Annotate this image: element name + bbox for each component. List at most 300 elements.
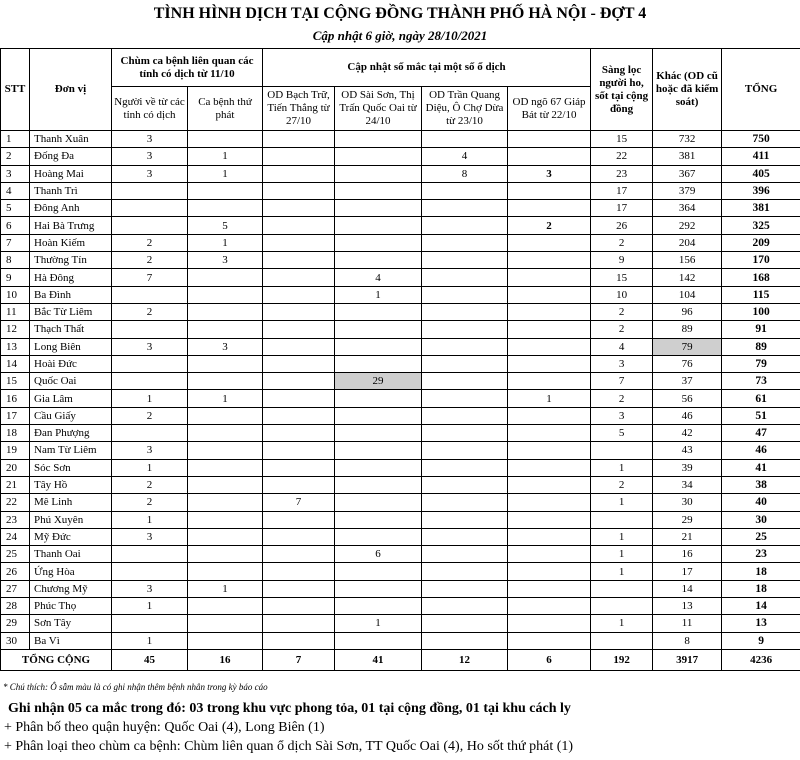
cell-c4: [335, 632, 422, 649]
cell-c1: [112, 373, 188, 390]
cell-c3: [263, 476, 335, 493]
cell-c5: [422, 598, 508, 615]
cell-c3: [263, 407, 335, 424]
cell-c1: 1: [112, 598, 188, 615]
cell-c7: 1: [591, 546, 653, 563]
cell-total: 51: [722, 407, 800, 424]
totals-c7: 192: [591, 649, 653, 670]
classification-line: + Phân loại theo chùm ca bệnh: Chùm liên quan ổ dịch Sài Sơn, TT Quốc Oai (4), Ho sốt thứ phát (1): [4, 739, 574, 754]
cell-c6: [508, 528, 591, 545]
cell-c6: 1: [508, 390, 591, 407]
table-row: [1, 632, 800, 649]
cell-c5: [422, 442, 508, 459]
cell-c2: [188, 632, 263, 649]
cell-total: 13: [722, 615, 800, 632]
cell-unit: Mỹ Đức: [30, 528, 112, 545]
cell-c1: 2: [112, 476, 188, 493]
cell-stt: 9: [1, 269, 30, 286]
cell-c3: [263, 200, 335, 217]
cell-c5: [422, 511, 508, 528]
cell-c5: [422, 615, 508, 632]
cell-total: 9: [722, 632, 800, 649]
cell-c1: 1: [112, 459, 188, 476]
cell-c8: 104: [653, 286, 722, 303]
cell-total: 115: [722, 286, 800, 303]
cell-c4: [335, 425, 422, 442]
cell-c8: 43: [653, 442, 722, 459]
cell-c1: 3: [112, 148, 188, 165]
cell-c4: [335, 494, 422, 511]
cell-c7: 7: [591, 373, 653, 390]
cell-c3: [263, 148, 335, 165]
cell-unit: Phúc Thọ: [30, 598, 112, 615]
cell-stt: 10: [1, 286, 30, 303]
cell-unit: Hoài Đức: [30, 355, 112, 372]
cell-c6: [508, 459, 591, 476]
cell-unit: Quốc Oai: [30, 373, 112, 390]
cell-c6: [508, 615, 591, 632]
cell-c8: 29: [653, 511, 722, 528]
cell-c7: [591, 632, 653, 649]
cell-c5: [422, 131, 508, 148]
cell-c6: [508, 494, 591, 511]
cell-c7: 23: [591, 165, 653, 182]
cell-c2: [188, 528, 263, 545]
cell-c1: 2: [112, 494, 188, 511]
cell-c5: [422, 338, 508, 355]
cell-c5: [422, 563, 508, 580]
table-row: [1, 303, 800, 320]
cell-total: 750: [722, 131, 800, 148]
cell-c7: 2: [591, 234, 653, 251]
cell-c7: 1: [591, 494, 653, 511]
cell-stt: 30: [1, 632, 30, 649]
cell-c6: [508, 303, 591, 320]
cell-c2: [188, 200, 263, 217]
cell-c5: [422, 407, 508, 424]
cell-c3: [263, 373, 335, 390]
totals-c2: 16: [188, 649, 263, 670]
cell-c5: [422, 494, 508, 511]
cell-c4: 6: [335, 546, 422, 563]
cell-c1: 3: [112, 338, 188, 355]
cell-c2: 1: [188, 390, 263, 407]
cell-stt: 12: [1, 321, 30, 338]
cell-c6: [508, 269, 591, 286]
header-group-outbreaks: Cập nhật số mắc tại một số ổ dịch: [263, 49, 591, 87]
cell-unit: Ba Đình: [30, 286, 112, 303]
cell-c6: [508, 355, 591, 372]
cell-c6: [508, 286, 591, 303]
cell-c7: 3: [591, 407, 653, 424]
cell-stt: 4: [1, 182, 30, 199]
cell-c2: 1: [188, 580, 263, 597]
table-row: [1, 321, 800, 338]
cell-unit: Sơn Tây: [30, 615, 112, 632]
cell-unit: Nam Từ Liêm: [30, 442, 112, 459]
cell-unit: Đống Đa: [30, 148, 112, 165]
cell-c4: 1: [335, 615, 422, 632]
cell-c3: [263, 182, 335, 199]
cell-unit: Gia Lâm: [30, 390, 112, 407]
cell-c4: 4: [335, 269, 422, 286]
cell-total: 47: [722, 425, 800, 442]
cell-c2: [188, 286, 263, 303]
cell-c7: 1: [591, 563, 653, 580]
cell-c3: [263, 580, 335, 597]
cell-c5: [422, 200, 508, 217]
cell-c2: [188, 373, 263, 390]
table-body: [1, 131, 800, 650]
cell-c2: 5: [188, 217, 263, 234]
cell-c8: 156: [653, 252, 722, 269]
cell-c3: [263, 355, 335, 372]
cell-unit: Long Biên: [30, 338, 112, 355]
table-row: [1, 269, 800, 286]
cell-unit: Hoàn Kiếm: [30, 234, 112, 251]
cell-total: 38: [722, 476, 800, 493]
cell-c8: 11: [653, 615, 722, 632]
cell-unit: Thanh Trì: [30, 182, 112, 199]
cell-c4: [335, 217, 422, 234]
cell-c6: [508, 511, 591, 528]
table-row: [1, 286, 800, 303]
cell-c4: [335, 580, 422, 597]
cell-total: 61: [722, 390, 800, 407]
cell-stt: 15: [1, 373, 30, 390]
cell-c7: 15: [591, 269, 653, 286]
cell-c6: [508, 476, 591, 493]
totals-c5: 12: [422, 649, 508, 670]
cell-c3: [263, 321, 335, 338]
header-secondary-cases: Ca bệnh thứ phát: [188, 87, 263, 131]
cell-c2: [188, 476, 263, 493]
table-row: [1, 373, 800, 390]
cell-c8: 96: [653, 303, 722, 320]
cell-total: 18: [722, 580, 800, 597]
header-total: TỔNG: [722, 49, 800, 131]
cell-c1: 3: [112, 528, 188, 545]
cell-c8: 16: [653, 546, 722, 563]
cell-c3: [263, 234, 335, 251]
cell-c3: [263, 632, 335, 649]
cell-c7: [591, 580, 653, 597]
header-returnees: Người về từ các tỉnh có dịch: [112, 87, 188, 131]
cell-c6: [508, 182, 591, 199]
cell-c8: 30: [653, 494, 722, 511]
cell-c7: 2: [591, 321, 653, 338]
cell-c5: [422, 580, 508, 597]
cell-total: 325: [722, 217, 800, 234]
cell-c2: 3: [188, 252, 263, 269]
cell-c7: 2: [591, 476, 653, 493]
cell-c8: 37: [653, 373, 722, 390]
cell-c6: [508, 598, 591, 615]
cell-c5: [422, 182, 508, 199]
cell-c4: [335, 252, 422, 269]
table-row: [1, 148, 800, 165]
cell-c1: [112, 615, 188, 632]
cell-c1: 7: [112, 269, 188, 286]
cell-c2: [188, 598, 263, 615]
table-row: [1, 390, 800, 407]
table-row: [1, 528, 800, 545]
cell-total: 91: [722, 321, 800, 338]
cell-stt: 16: [1, 390, 30, 407]
cell-total: 170: [722, 252, 800, 269]
cell-c5: [422, 355, 508, 372]
cell-c1: 2: [112, 252, 188, 269]
cell-c5: [422, 459, 508, 476]
cell-c6: [508, 632, 591, 649]
cell-c1: 3: [112, 442, 188, 459]
cell-c7: 4: [591, 338, 653, 355]
cell-c6: [508, 252, 591, 269]
cell-c1: 3: [112, 165, 188, 182]
cell-c4: [335, 476, 422, 493]
cell-stt: 18: [1, 425, 30, 442]
cell-unit: Mê Linh: [30, 494, 112, 511]
cell-c1: [112, 286, 188, 303]
cell-total: 89: [722, 338, 800, 355]
table-row: [1, 511, 800, 528]
header-group-provinces: Chùm ca bệnh liên quan các tỉnh có dịch từ 11/10: [112, 49, 263, 87]
cell-c6: [508, 580, 591, 597]
cell-c3: [263, 269, 335, 286]
cell-total: 40: [722, 494, 800, 511]
cell-stt: 21: [1, 476, 30, 493]
cell-c7: [591, 598, 653, 615]
cell-unit: Ba Vì: [30, 632, 112, 649]
cell-unit: Hà Đông: [30, 269, 112, 286]
cell-total: 100: [722, 303, 800, 320]
cell-unit: Thanh Oai: [30, 546, 112, 563]
cell-c4: [335, 442, 422, 459]
cell-c3: [263, 286, 335, 303]
cell-c4: [335, 598, 422, 615]
table-row: [1, 182, 800, 199]
cell-stt: 20: [1, 459, 30, 476]
cell-stt: 19: [1, 442, 30, 459]
cell-c3: [263, 598, 335, 615]
summary-line: Ghi nhận 05 ca mắc trong đó: 03 trong khu vực phong tỏa, 01 tại cộng đồng, 01 tại khu cách ly: [8, 701, 571, 716]
table-row: [1, 546, 800, 563]
cell-c4: [335, 321, 422, 338]
cell-c2: 1: [188, 165, 263, 182]
cell-c2: [188, 546, 263, 563]
cell-c6: [508, 407, 591, 424]
cell-c3: 7: [263, 494, 335, 511]
cell-stt: 14: [1, 355, 30, 372]
cell-c7: [591, 442, 653, 459]
cell-c4: [335, 355, 422, 372]
cell-c7: 26: [591, 217, 653, 234]
cell-c1: [112, 217, 188, 234]
cell-stt: 5: [1, 200, 30, 217]
cell-c3: [263, 511, 335, 528]
cell-total: 14: [722, 598, 800, 615]
cell-c5: [422, 269, 508, 286]
table-row: [1, 615, 800, 632]
cell-c5: [422, 217, 508, 234]
cell-c5: [422, 373, 508, 390]
cell-unit: Ứng Hòa: [30, 563, 112, 580]
cell-c5: [422, 321, 508, 338]
cell-c7: 10: [591, 286, 653, 303]
cell-c6: [508, 373, 591, 390]
cell-c8: 14: [653, 580, 722, 597]
cell-c1: [112, 355, 188, 372]
cell-c6: [508, 425, 591, 442]
cell-c2: [188, 303, 263, 320]
cell-c6: [508, 563, 591, 580]
cell-c7: 17: [591, 182, 653, 199]
cell-stt: 24: [1, 528, 30, 545]
cell-c2: [188, 494, 263, 511]
table-row: [1, 425, 800, 442]
cell-c4: [335, 407, 422, 424]
cell-c4: [335, 131, 422, 148]
cell-c4: 1: [335, 286, 422, 303]
cell-c3: [263, 546, 335, 563]
cell-unit: Tây Hồ: [30, 476, 112, 493]
cell-stt: 29: [1, 615, 30, 632]
cell-total: 411: [722, 148, 800, 165]
cell-c1: 3: [112, 131, 188, 148]
cell-unit: Thanh Xuân: [30, 131, 112, 148]
cell-stt: 8: [1, 252, 30, 269]
cell-stt: 22: [1, 494, 30, 511]
cell-c3: [263, 390, 335, 407]
cell-c1: 1: [112, 632, 188, 649]
cell-c8: 204: [653, 234, 722, 251]
cell-c1: [112, 321, 188, 338]
cell-c1: [112, 563, 188, 580]
totals-label: TỔNG CỘNG: [1, 649, 112, 670]
cell-c1: 2: [112, 234, 188, 251]
distribution-line: + Phân bố theo quận huyện: Quốc Oai (4), Long Biên (1): [4, 720, 325, 735]
cell-c6: [508, 321, 591, 338]
cell-c8: 79: [653, 338, 722, 355]
cell-c6: [508, 546, 591, 563]
cell-c7: [591, 511, 653, 528]
cell-stt: 11: [1, 303, 30, 320]
cell-c6: [508, 338, 591, 355]
table-row: [1, 476, 800, 493]
cell-stt: 17: [1, 407, 30, 424]
cell-c7: 1: [591, 615, 653, 632]
header-outbreak-sai-son: OD Sài Sơn, Thị Trấn Quốc Oai từ 24/10: [335, 87, 422, 131]
cell-c5: 4: [422, 148, 508, 165]
cell-c6: [508, 442, 591, 459]
table-row: [1, 234, 800, 251]
report-subtitle: Cập nhật 6 giờ, ngày 28/10/2021: [312, 28, 488, 43]
table-row: [1, 442, 800, 459]
cell-c2: [188, 321, 263, 338]
cell-c5: [422, 390, 508, 407]
cell-c4: [335, 200, 422, 217]
cell-c1: 2: [112, 303, 188, 320]
table-row: [1, 165, 800, 182]
cell-total: 46: [722, 442, 800, 459]
cell-c8: 142: [653, 269, 722, 286]
cell-c5: [422, 528, 508, 545]
cell-c3: [263, 528, 335, 545]
cell-stt: 3: [1, 165, 30, 182]
header-unit: Đơn vị: [30, 49, 112, 131]
cell-c3: [263, 442, 335, 459]
header-stt: STT: [1, 49, 30, 131]
cell-c5: [422, 632, 508, 649]
cell-c6: [508, 148, 591, 165]
cell-c6: [508, 234, 591, 251]
table-row: [1, 200, 800, 217]
cell-total: 30: [722, 511, 800, 528]
cell-c2: [188, 615, 263, 632]
cell-unit: Đông Anh: [30, 200, 112, 217]
cell-c5: [422, 303, 508, 320]
table-row: [1, 131, 800, 148]
cell-c4: 29: [335, 373, 422, 390]
cell-c1: [112, 200, 188, 217]
table-row: [1, 217, 800, 234]
table-row: [1, 338, 800, 355]
cell-c5: [422, 234, 508, 251]
cell-c8: 46: [653, 407, 722, 424]
cell-c7: 3: [591, 355, 653, 372]
totals-c1: 45: [112, 649, 188, 670]
cell-c7: 15: [591, 131, 653, 148]
cell-c3: [263, 252, 335, 269]
cell-c7: 5: [591, 425, 653, 442]
cell-c2: [188, 182, 263, 199]
cell-stt: 27: [1, 580, 30, 597]
cell-c3: [263, 303, 335, 320]
header-outbreak-bach-tru: OD Bạch Trữ, Tiến Thắng từ 27/10: [263, 87, 335, 131]
totals-grand: 4236: [722, 649, 800, 670]
cell-c2: [188, 442, 263, 459]
cell-unit: Phú Xuyên: [30, 511, 112, 528]
cell-total: 168: [722, 269, 800, 286]
cell-unit: Thường Tín: [30, 252, 112, 269]
header-other: Khác (OD cũ hoặc đã kiểm soát): [653, 49, 722, 131]
table-note: * Chú thích: Ô sẫm màu là có ghi nhận thêm bệnh nhân trong kỳ báo cáo: [3, 682, 268, 692]
totals-c6: 6: [508, 649, 591, 670]
cell-total: 23: [722, 546, 800, 563]
cell-c6: 3: [508, 165, 591, 182]
cell-c8: 367: [653, 165, 722, 182]
totals-c3: 7: [263, 649, 335, 670]
cell-stt: 26: [1, 563, 30, 580]
cell-c7: 1: [591, 459, 653, 476]
cell-c8: 89: [653, 321, 722, 338]
cell-c4: [335, 165, 422, 182]
cell-stt: 23: [1, 511, 30, 528]
cell-c4: [335, 338, 422, 355]
cell-c5: [422, 425, 508, 442]
cell-c1: 1: [112, 390, 188, 407]
table-row: [1, 355, 800, 372]
cell-total: 405: [722, 165, 800, 182]
cell-stt: 7: [1, 234, 30, 251]
cell-c4: [335, 303, 422, 320]
cell-unit: Sóc Sơn: [30, 459, 112, 476]
cell-c2: [188, 269, 263, 286]
cell-c2: 1: [188, 148, 263, 165]
cell-c5: [422, 546, 508, 563]
cell-stt: 6: [1, 217, 30, 234]
cell-total: 25: [722, 528, 800, 545]
